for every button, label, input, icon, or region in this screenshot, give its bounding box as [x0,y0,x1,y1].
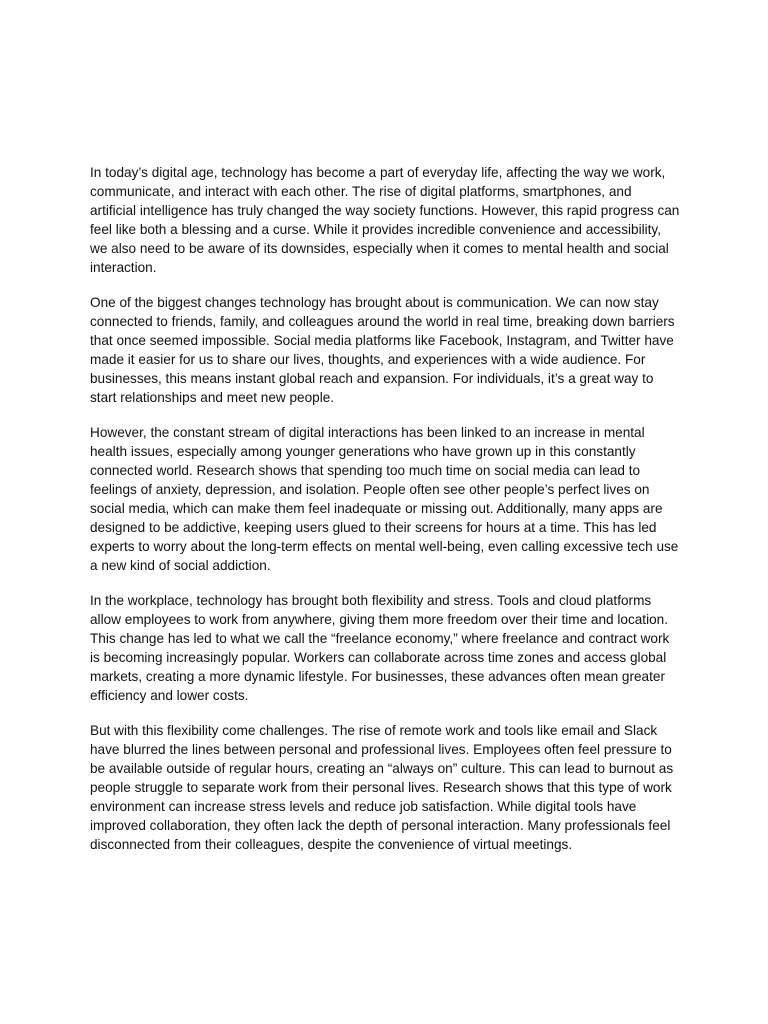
paragraph-2: One of the biggest changes technology has brought about is communication. We can now stay connected to friends, family, and colleagues around the world in real time, breaking down barriers that once seemed impossible. Social media platforms like Facebook, Instagram, and Twitter have made it easier for us to share our lives, thoughts, and experiences with a wide audience. For businesses, this means instant global reach and expansion. For individuals, it’s a great way to start relationships and meet new people. [90,295,675,405]
paragraph-5: But with this flexibility come challenges. The rise of remote work and tools like email and Slack have blurred the lines between personal and professional lives. Employees often feel pressure to be available outside of regular hours, creating an “always on” culture. This can lead to burnout as people struggle to separate work from their personal lives. Research shows that this type of work environment can increase stress levels and reduce job satisfaction. While digital tools have improved collaboration, they often lack the depth of personal interaction. Many professionals feel disconnected from their colleagues, despite the convenience of virtual meetings. [90,723,674,852]
document-body [90,163,680,870]
paragraph-4: In the workplace, technology has brought both flexibility and stress. Tools and cloud platforms allow employees to work from anywhere, giving them more freedom over their time and location. This change has led to what we call the “freelance economy,” where freelance and contract work is becoming increasingly popular. Workers can collaborate across time zones and access global markets, creating a more dynamic lifestyle. For businesses, these advances often mean greater efficiency and lower costs. [90,593,670,703]
paragraph-1: In today’s digital age, technology has become a part of everyday life, affecting the way we work, communicate, and interact with each other. The rise of digital platforms, smartphones, and artificial intelligence has truly changed the way society functions. However, this rapid progress can feel like both a blessing and a curse. While it provides incredible convenience and accessibility, we also need to be aware of its downsides, especially when it comes to mental health and social interaction. [90,165,680,275]
paragraph-3: However, the constant stream of digital interactions has been linked to an increase in mental health issues, especially among younger generations who have grown up in this constantly connected world. Research shows that spending too much time on social media can lead to feelings of anxiety, depression, and isolation. People often see other people’s perfect lives on social media, which can make them feel inadequate or missing out. Additionally, many apps are designed to be addictive, keeping users glued to their screens for hours at a time. This has led experts to worry about the long-term effects on mental well-being, even calling excessive tech use a new kind of social addiction. [90,425,679,573]
